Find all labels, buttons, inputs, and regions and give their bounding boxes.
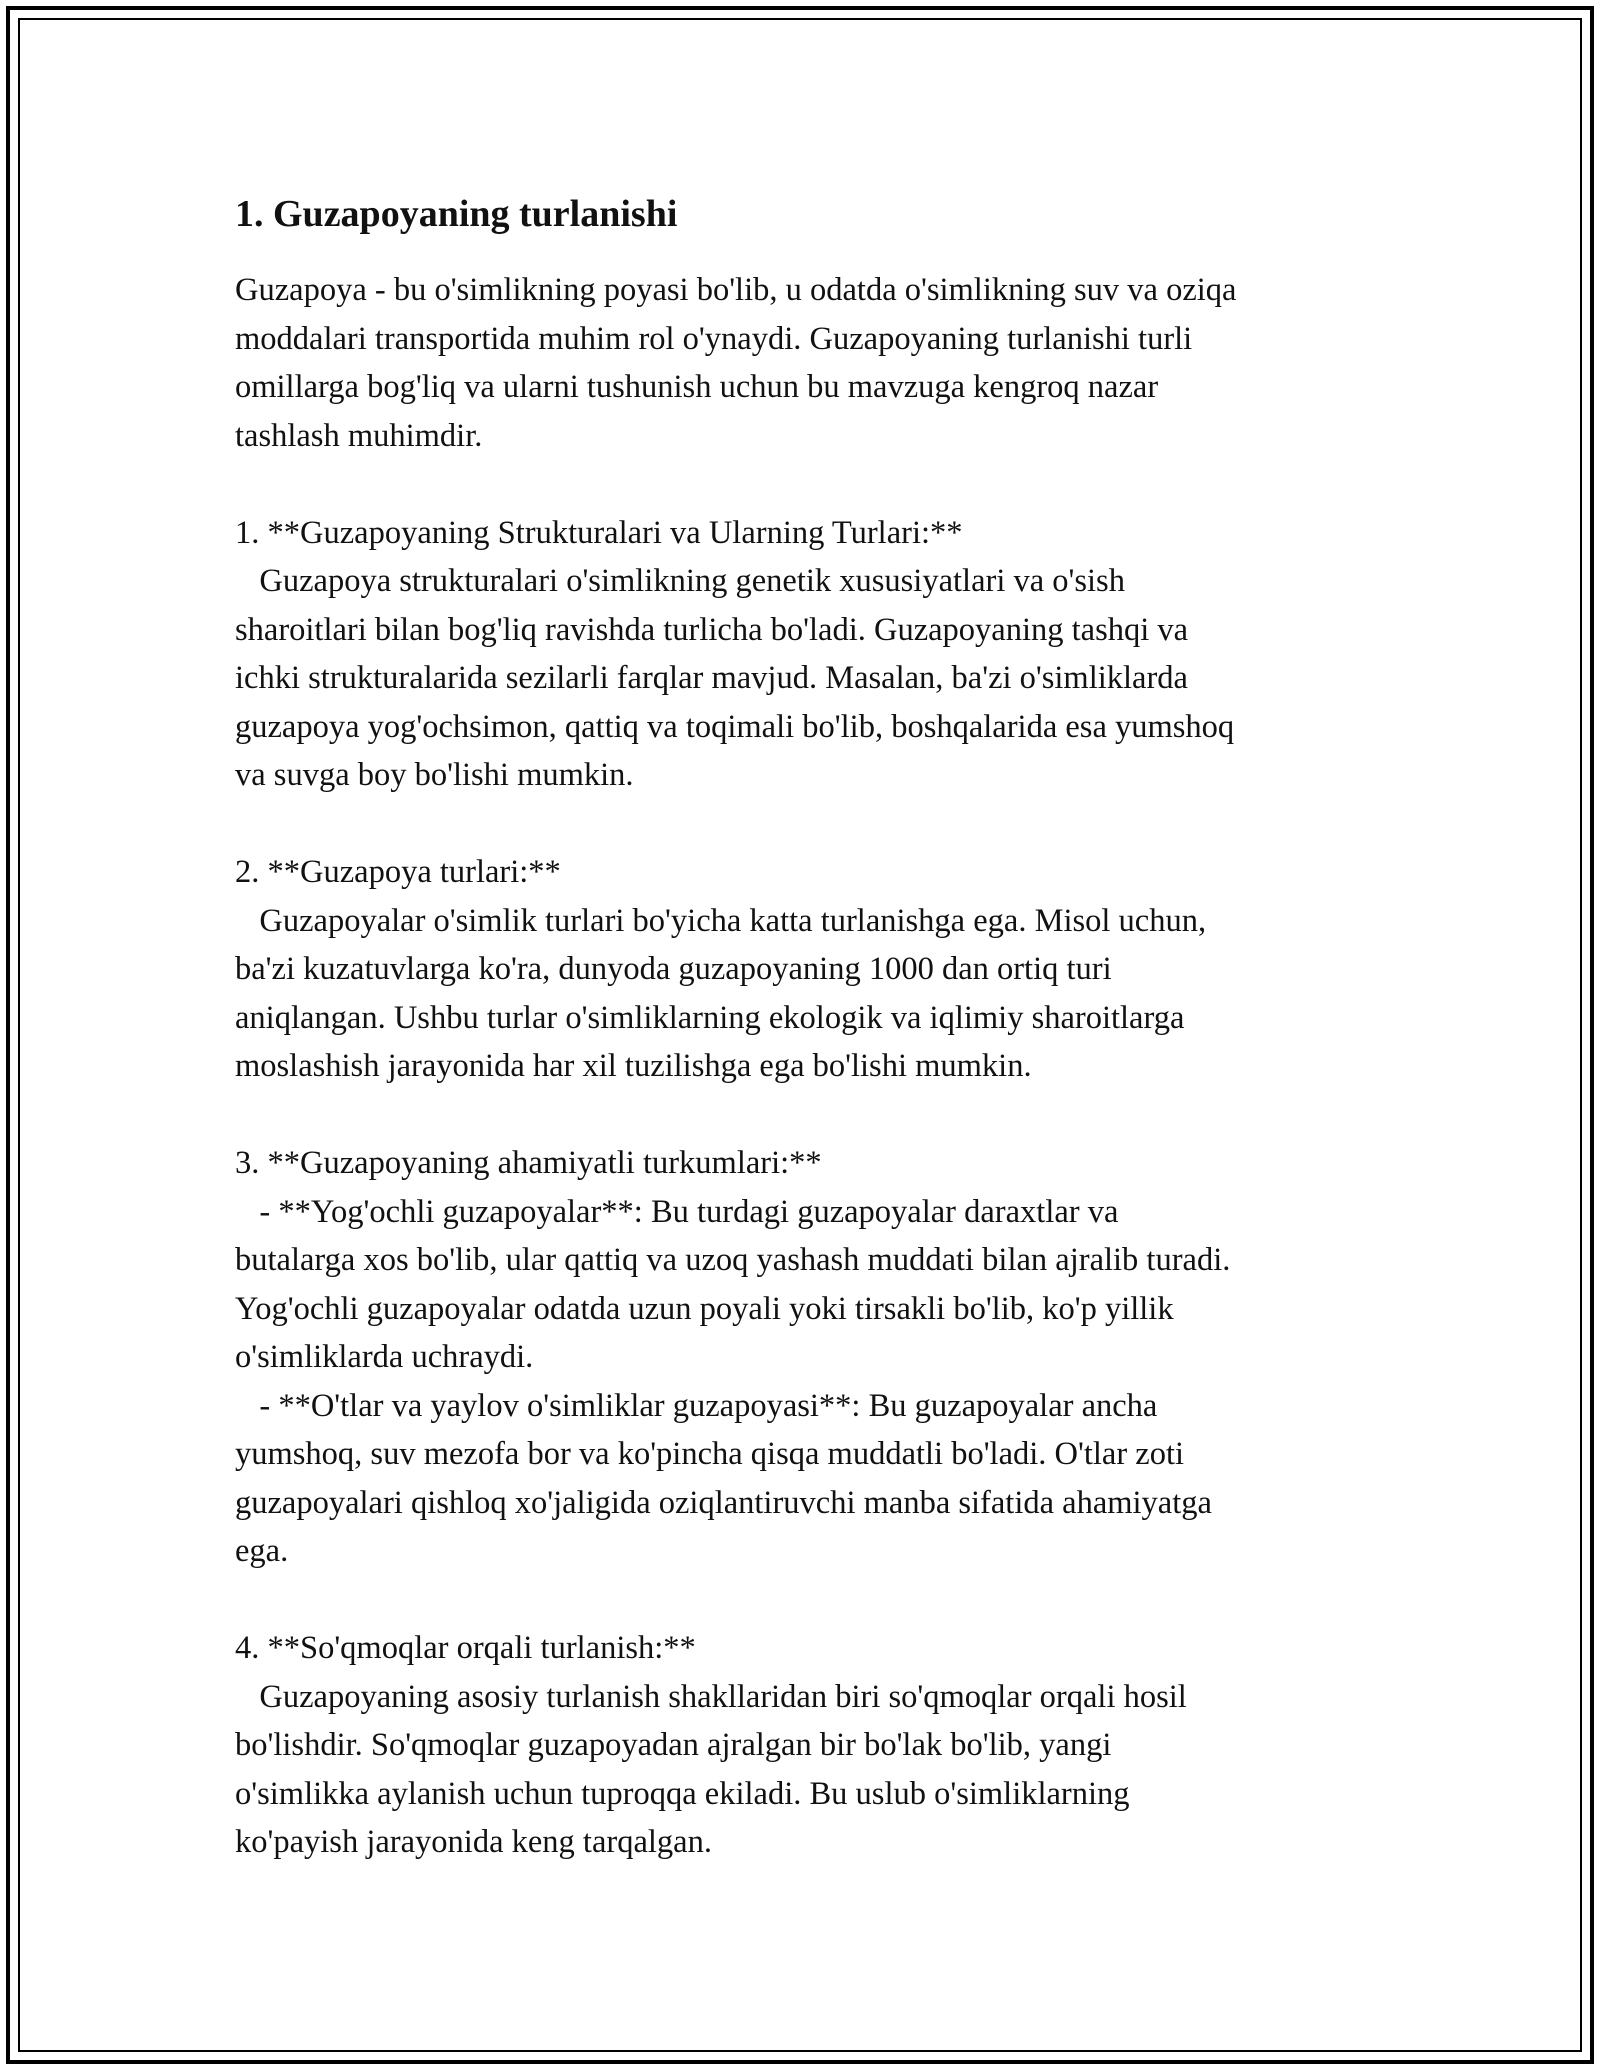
document-title: 1. Guzapoyaning turlanishi <box>235 193 678 235</box>
section-1-body: Guzapoya strukturalari o'simlikning genetik xususiyatlari va o'sish sharoitlari bilan bog'liq ravishda turlicha bo'ladi. Guzapoyaning tashqi va ichki strukturalarida sezilarli farqlar mavjud. Masalan, ba'zi o'simliklarda guzapoya yog'ochsimon, qattiq va toqimali bo'lib, boshqalarida esa yumshoq va suvga boy bo'lishi mumkin. <box>235 563 1235 793</box>
paragraph-gap <box>235 800 1395 849</box>
intro-paragraph: Guzapoya - bu o'simlikning poyasi bo'lib, u odatda o'simlikning suv va oziqa moddalari transportida muhim rol o'ynaydi. Guzapoyaning turlanishi turli omillarga bog'liq va ularni tushunish uchun bu mavzuga kengroq nazar tashlash muhimdir. <box>235 272 1237 454</box>
section-2-heading: 2. **Guzapoya turlari:** <box>235 854 561 890</box>
section-4-heading: 4. **So'qmoqlar orqali turlanish:** <box>235 1630 696 1666</box>
section-1-heading: 1. **Guzapoyaning Strukturalari va Ularning Turlari:** <box>235 514 963 551</box>
paragraph-gap <box>235 1576 1395 1625</box>
section-3-body: - **Yog'ochli guzapoyalar**: Bu turdagi guzapoyalar daraxtlar va butalarga xos bo'lib, ular qattiq va uzoq yashash muddati bilan ajralib turadi. Yog'ochli guzapoyalar odatda uzun poyali yoki tirsakli bo'lib, ko'p yillik o'simliklarda uchraydi. - **O'tlar va yaylov o'simliklar guzapoyasi**: Bu guzapoyalar ancha yumshoq, suv mezofa bor va ko'pincha qisqa muddatli bo'ladi. O'tlar zoti guzapoyalari qishloq xo'jaligida oziqlantiruvchi manba sifatida ahamiyatga ega. <box>235 1193 1231 1569</box>
section-4-body: Guzapoyaning asosiy turlanish shakllaridan biri so'qmoqlar orqali hosil bo'lishdir. So'qmoqlar guzapoyadan ajralgan bir bo'lak bo'lib, yangi o'simlikka aylanish uchun tuproqqa ekiladi. Bu uslub o'simliklarning ko'payish jarayonida keng tarqalgan. <box>235 1678 1187 1860</box>
section-3-heading: 3. **Guzapoyaning ahamiyatli turkumlari:** <box>235 1145 822 1181</box>
section-2-body: Guzapoyalar o'simlik turlari bo'yicha katta turlanishga ega. Misol uchun, ba'zi kuzatuvlarga ko'ra, dunyoda guzapoyaning 1000 dan ortiq turi aniqlangan. Ushbu turlar o'simliklarning ekologik va iqlimiy sharoitlarga moslashish jarayonida har xil tuzilishga ega bo'lishi mumkin. <box>235 902 1207 1084</box>
paragraph-gap <box>235 1091 1395 1140</box>
paragraph-gap <box>235 460 1395 509</box>
document-body <box>235 186 1395 1867</box>
